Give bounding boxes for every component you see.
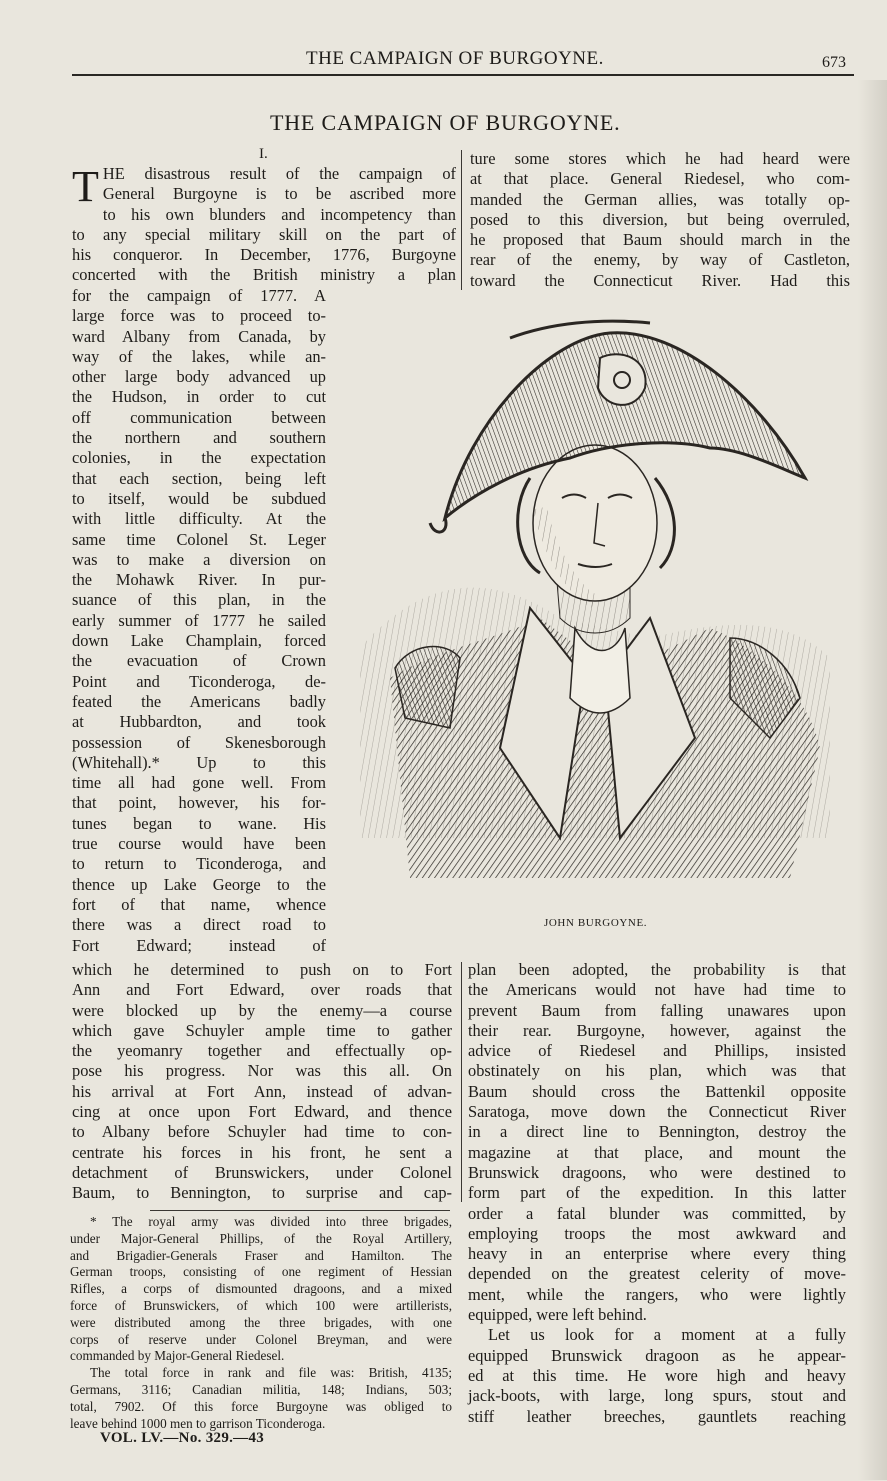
- text-line: possession of Skenesborough: [72, 732, 326, 752]
- text-line: total, 7902. Of this force Burgoyne was obliged to: [70, 1398, 452, 1414]
- portrait-caption: JOHN BURGOYNE.: [544, 917, 648, 929]
- column-upper-right: [470, 149, 850, 291]
- text-line: which gave Schuyler ample time to gather: [72, 1020, 452, 1040]
- column-lower-left: [72, 960, 452, 1204]
- article-title: THE CAMPAIGN OF BURGOYNE.: [270, 110, 621, 135]
- text-line: way of the lakes, while an-: [72, 346, 326, 366]
- text-line: the yeomanry together and effectually op-: [72, 1041, 452, 1061]
- text-line: obstinately on his plan, which was that: [468, 1061, 846, 1081]
- text-line: thence up Lake George to the: [72, 874, 326, 894]
- text-line: ward Albany from Canada, by: [72, 326, 326, 346]
- text-line: he proposed that Baum should march in the: [470, 230, 850, 250]
- text-line: Fort Edward; instead of: [72, 935, 326, 955]
- text-line: order a fatal blunder was committed, by: [468, 1203, 846, 1223]
- text-line: The total force in rank and file was: British, 4135;: [90, 1365, 452, 1381]
- text-line: ment, while the rangers, who were lightly: [468, 1284, 846, 1304]
- text-line: ture some stores which he had heard were: [470, 149, 850, 168]
- text-line: detachment of Brunswickers, under Colonel: [72, 1162, 452, 1182]
- text-line: (Whitehall).* Up to this: [72, 752, 326, 772]
- text-line: General Burgoyne is to be ascribed more: [102, 184, 456, 204]
- text-line: the evacuation of Crown: [72, 651, 326, 671]
- column-rule: [461, 962, 462, 1202]
- column-narrow: [72, 286, 326, 956]
- text-line: force of Brunswickers, of which 100 were artillerists,: [70, 1297, 452, 1313]
- text-line: their rear. Burgoyne, however, against the: [468, 1020, 846, 1040]
- text-line: Let us look for a moment at a fully: [488, 1325, 846, 1345]
- text-line: Baum should cross the Battenkil opposite: [468, 1081, 846, 1101]
- drop-cap: T: [72, 162, 99, 211]
- text-line: with little difficulty. At the: [72, 509, 326, 529]
- text-line: Ann and Fort Edward, over roads that: [72, 980, 452, 1000]
- text-line: Rifles, a corps of dismounted dragoons, and a mixed: [70, 1281, 452, 1297]
- text-line: prevent Baum from falling unawares upon: [468, 1000, 846, 1020]
- header-rule: [72, 74, 854, 76]
- text-line: magazine at that place, and mount the: [468, 1142, 846, 1162]
- text-line: his conqueror. In December, 1776, Burgoyne: [72, 245, 456, 265]
- text-line: other large body advanced up: [72, 367, 326, 387]
- text-line: leave behind 1000 men to garrison Ticonderoga.: [70, 1415, 326, 1431]
- text-line: his arrival at Fort Ann, instead of advan-: [72, 1081, 452, 1101]
- text-line: Baum, to Bennington, to surprise and cap-: [72, 1183, 452, 1203]
- text-line: were distributed among the three brigades, with one: [70, 1314, 452, 1330]
- running-head: [0, 44, 887, 72]
- text-line: stiff leather breeches, gauntlets reaching: [468, 1406, 846, 1426]
- text-line: fort of that name, whence: [72, 894, 326, 914]
- text-line: to Albany before Schuyler had time to con-: [72, 1122, 452, 1142]
- text-line: Point and Ticonderoga, de-: [72, 671, 326, 691]
- text-line: German troops, consisting of one regiment of Hessian: [70, 1264, 452, 1280]
- text-line: feated the Americans badly: [72, 691, 326, 711]
- text-line: heavy in an enterprise where every thing: [468, 1244, 846, 1264]
- page-number: 673: [822, 54, 846, 71]
- text-line: colonies, in the expectation: [72, 448, 326, 468]
- text-line: the Hudson, in order to cut: [72, 387, 326, 407]
- text-line: under Major-General Phillips, of the Royal Artillery,: [70, 1230, 452, 1246]
- text-line: toward the Connecticut River. Had this: [470, 270, 850, 290]
- text-line: same time Colonel St. Leger: [72, 529, 326, 549]
- text-line: off communication between: [72, 407, 326, 427]
- text-line: Saratoga, move down the Connecticut River: [468, 1102, 846, 1122]
- text-line: plan been adopted, the probability is that: [468, 960, 846, 979]
- text-line: that point, however, his for-: [72, 793, 326, 813]
- text-line: posed to this diversion, but being overruled,: [470, 209, 850, 229]
- text-line: to any special military skill on the part of: [72, 224, 456, 244]
- text-line: in a direct line to Bennington, destroy the: [468, 1122, 846, 1142]
- column-lower-right: [468, 960, 846, 1427]
- page-edge-shadow: [858, 80, 887, 1480]
- text-line: and Brigadier-Generals Fraser and Hamilton. The: [70, 1247, 452, 1263]
- text-line: was to make a diversion on: [72, 549, 326, 569]
- text-line: suance of this plan, in the: [72, 590, 326, 610]
- text-line: form part of the expedition. In this latter: [468, 1183, 846, 1203]
- text-line: large force was to proceed to-: [72, 306, 326, 326]
- text-line: jack-boots, with large, long spurs, stout and: [468, 1386, 846, 1406]
- burgoyne-portrait-engraving: [350, 318, 840, 904]
- footnote-rule: [150, 1210, 450, 1211]
- text-line: true course would have been: [72, 834, 326, 854]
- text-line: equipped Brunswick dragoon as he appear-: [468, 1345, 846, 1365]
- running-title: THE CAMPAIGN OF BURGOYNE.: [306, 48, 604, 69]
- text-line: manded the German allies, was totally op-: [470, 189, 850, 209]
- text-line: for the campaign of 1777. A: [72, 286, 326, 305]
- text-line: which he determined to push on to Fort: [72, 960, 452, 979]
- text-line: early summer of 1777 he sailed: [72, 610, 326, 630]
- text-line: the Americans would not have had time to: [468, 980, 846, 1000]
- text-line: equipped, were left behind.: [468, 1305, 647, 1325]
- text-line: the Mohawk River. In pur-: [72, 570, 326, 590]
- text-line: depended on the greatest celerity of move-: [468, 1264, 846, 1284]
- text-line: time all had gone well. From: [72, 773, 326, 793]
- text-line: the northern and southern: [72, 428, 326, 448]
- text-line: concerted with the British ministry a plan: [72, 265, 456, 285]
- text-line: Brunswick dragoons, who were destined to: [468, 1162, 846, 1182]
- text-line: * The royal army was divided into three brigades,: [90, 1214, 452, 1229]
- text-line: to return to Ticonderoga, and: [72, 854, 326, 874]
- section-numeral: I.: [259, 146, 268, 162]
- text-line: HE disastrous result of the campaign of: [102, 164, 456, 183]
- text-line: tunes began to wane. His: [72, 813, 326, 833]
- text-line: corps of reserve under Colonel Breyman, and were: [70, 1331, 452, 1347]
- text-line: pose his progress. Nor was this all. On: [72, 1061, 452, 1081]
- text-line: at that place. General Riedesel, who com-: [470, 169, 850, 189]
- volume-signature: VOL. LV.—No. 329.—43: [100, 1430, 265, 1446]
- text-line: that each section, being left: [72, 468, 326, 488]
- text-line: were blocked up by the enemy—a course: [72, 1000, 452, 1020]
- text-line: advice of Riedesel and Phillips, insisted: [468, 1041, 846, 1061]
- footnote: [70, 1214, 452, 1432]
- text-line: at Hubbardton, and took: [72, 712, 326, 732]
- text-line: centrate his forces in his front, he sent a: [72, 1142, 452, 1162]
- column-rule: [461, 150, 462, 290]
- text-line: to itself, would be subdued: [72, 488, 326, 508]
- text-line: cing at once upon Fort Edward, and thence: [72, 1102, 452, 1122]
- text-line: Germans, 3116; Canadian militia, 148; Indians, 503;: [70, 1381, 452, 1397]
- text-line: commanded by Major-General Riedesel.: [70, 1348, 285, 1364]
- text-line: down Lake Champlain, forced: [72, 631, 326, 651]
- text-line: there was a direct road to: [72, 915, 326, 935]
- column-intro: [72, 164, 456, 286]
- text-line: to his own blunders and incompetency than: [102, 204, 456, 224]
- text-line: employing troops the most awkward and: [468, 1223, 846, 1243]
- text-line: rear of the enemy, by way of Castleton,: [470, 250, 850, 270]
- text-line: ed at this time. He wore high and heavy: [468, 1365, 846, 1385]
